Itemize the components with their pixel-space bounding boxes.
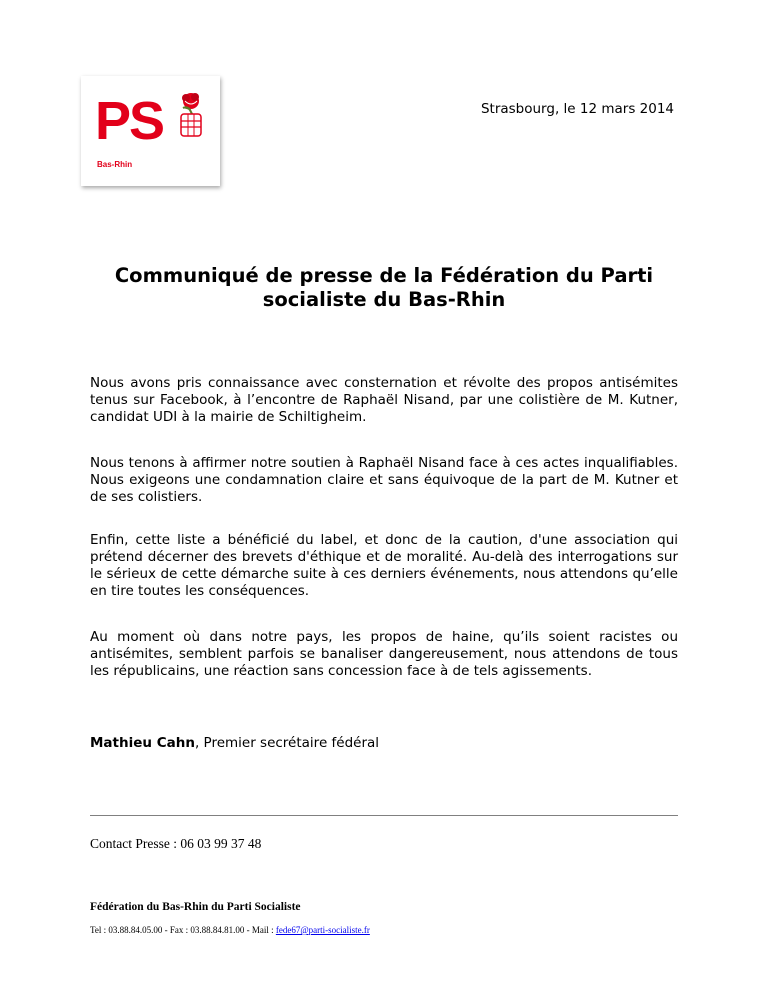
title-line-1: Communiqué de presse de la Fédération du Parti (114, 264, 654, 287)
paragraph-2: Nous tenons à affirmer notre soutien à Raphaël Nisand face à ces actes inqualifiables. Nous exigeons une condamnation claire et sans équivoque de la part de M. Kutner et de ses colistiers. (90, 455, 678, 505)
signatory-role: , Premier secrétaire fédéral (194, 735, 380, 751)
email-link[interactable]: fede67@parti-socialiste.fr (275, 925, 370, 935)
title-line-2: socialiste du Bas-Rhin (262, 288, 506, 311)
paragraph-1: Nous avons pris connaissance avec consternation et révolte des propos antisémites tenus sur Facebook, à l’encontre de Raphaël Nisand, par une colistière de M. Kutner, candidat UDI à la mairie de Schiltigheim. (90, 375, 678, 425)
date-line: Strasbourg, le 12 mars 2014 (480, 101, 674, 117)
press-contact: Contact Presse : 06 03 99 37 48 (90, 836, 262, 851)
logo-brand-text: PS (95, 91, 164, 151)
signature (90, 735, 678, 752)
fist-and-rose-icon (173, 92, 209, 140)
federation-name: Fédération du Bas-Rhin du Parti Socialiste (90, 901, 301, 913)
signatory-name: Mathieu Cahn (90, 735, 195, 751)
footer-contact-info (90, 924, 370, 936)
paragraph-3: Enfin, cette liste a bénéficié du label, et donc de la caution, d'une association qui prétend décerner des brevets d'éthique et de moralité. Au-delà des interrogations sur le sérieux de cette démarche suite à ces derniers événements, nous attendons qu’elle en tire toutes les conséquences. (90, 532, 678, 599)
footer-divider (90, 815, 678, 816)
page-title (90, 264, 678, 312)
footer-coords: Tel : 03.88.84.05.00 - Fax : 03.88.84.81.00 - Mail : (90, 925, 276, 935)
party-logo (81, 76, 220, 186)
logo-region-text: Bas-Rhin (97, 160, 133, 169)
paragraph-4: Au moment où dans notre pays, les propos de haine, qu’ils soient racistes ou antisémites, semblent parfois se banaliser dangereusement, nous attendons de tous les républicains, une réaction sans concession face à de tels agissements. (90, 629, 678, 679)
